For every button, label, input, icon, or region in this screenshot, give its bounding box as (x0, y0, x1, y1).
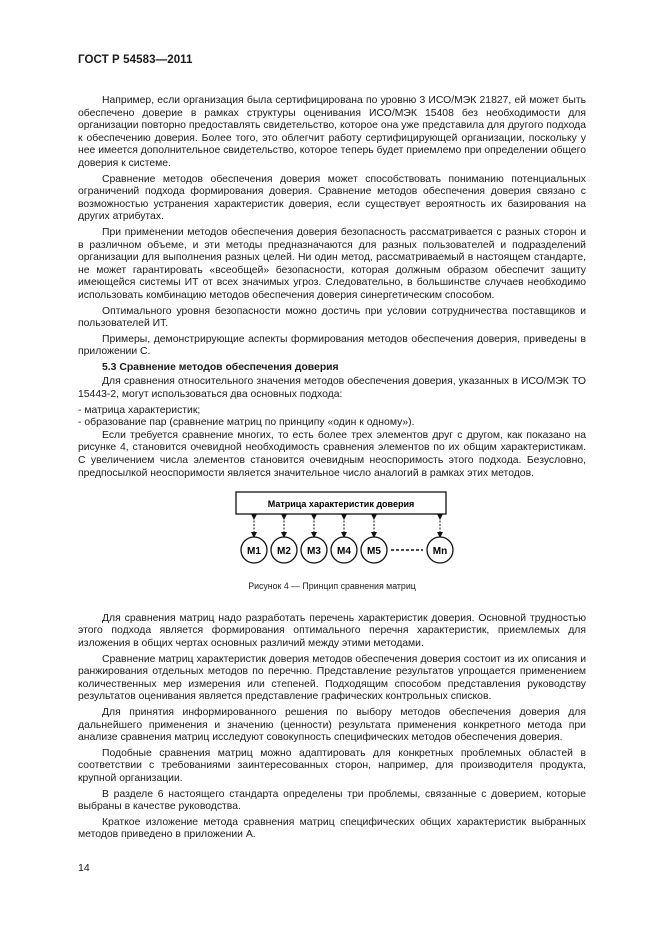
paragraph: При применении методов обеспечения доверия безопасность рассматривается с разных сторон и в различном объеме, и эти методы предназначаются для разных пользователей и подразделений организации для выполнения разных целей. Ни один метод, рассматриваемый в настоящем стандарте, не может гарантировать «всеобщей» безопасности, которая должным образом обеспечит защиту имеющейся системы ИТ от всех значимых угроз. Следовательно, в большинстве случаев необходимо использовать комбинацию методов обеспечения доверия синергетическим способом. (78, 226, 586, 301)
section-heading: 5.3 Сравнение методов обеспечения доверия (102, 361, 339, 373)
node-label: M1 (247, 546, 261, 558)
paragraph: Сравнение методов обеспечения доверия может способствовать пониманию потенциальных ограничений подхода формирования доверия. Сравнение методов обеспечения доверия связано с возможностью устранения характеристик доверия, если существует вероятность их базирования на других атрибутах. (78, 173, 586, 223)
paragraph: Подобные сравнения матриц можно адаптировать для конкретных проблемных областей в соответствии с требованиями заинтересованных сторон, например, для производителя продукта, крупной организации. (78, 747, 586, 784)
node-label: M4 (337, 546, 351, 558)
paragraph: Сравнение матриц характеристик доверия методов обеспечения доверия состоит из их описания и ранжирования отдельных методов по перечню. Представление результатов упрощается применением количественных мер измерения или степеней. Подходящим способом представления руководству результатов оценивания является представление графических контрольных списков. (78, 653, 586, 703)
node-m4 (331, 537, 357, 563)
node-label: Mn (432, 546, 448, 558)
paragraph: Краткое изложение метода сравнения матриц специфических общих характеристик выбранных методов приведено в приложении А. (78, 816, 586, 841)
paragraph: Например, если организация была сертифицирована по уровню 3 ИСО/МЭК 21827, ей может быть обеспечено доверие в рамках структуры оценивания ИСО/МЭК 15408 без необходимости для организации повторно предоставлять свидетельство, которое она уже представила для другого подхода к обеспечению доверия. Более того, это облегчит работу сертифицирующей организации, поскольку у нее имеется дополнительное свидетельство, которое теперь будет приемлемо при определении общего доверия к системе. (78, 95, 586, 169)
node-mn (427, 537, 453, 563)
paragraph: Оптимального уровня безопасности можно достичь при условии сотрудничества поставщиков и пользователей ИТ. (78, 305, 586, 330)
paragraph: В разделе 6 настоящего стандарта определены три проблемы, связанные с доверием, которые выбраны в качестве руководства. (78, 788, 586, 813)
list-item: - матрица характеристик; (78, 404, 201, 416)
standard-header: ГОСТ Р 54583—2011 (78, 54, 193, 66)
paragraph: Для принятия информированного решения по выбору методов обеспечения доверия для дальнейшего применения и значению (ценности) результата применения конкретного метода при анализе сравнения матриц исследуют совокупность специфических методов обеспечения доверия. (78, 706, 586, 744)
node-label: M3 (307, 546, 321, 558)
node-m3 (301, 537, 327, 563)
section-intro: Для сравнения относительного значения методов обеспечения доверия, указанных в ИСО/МЭК ТО 15443-2, могут использоваться два основных подхода: (78, 376, 586, 401)
page-number: 14 (78, 862, 90, 874)
body-text (78, 95, 586, 845)
node-m1 (241, 537, 267, 563)
figure-caption: Рисунок 4 — Принцип сравнения матриц (248, 581, 416, 592)
matrix-box-label: Матрица характеристик доверия (267, 499, 415, 510)
node-label: M5 (367, 546, 381, 558)
paragraph: Примеры, демонстрирующие аспекты формирования методов обеспечения доверия, приведены в приложении С. (78, 333, 586, 358)
node-m2 (271, 537, 297, 563)
figure-matrix-diagram (78, 490, 586, 572)
paragraph: Если требуется сравнение многих, то есть более трех элементов друг с другом, как показано на рисунке 4, становится очевидной необходимость сравнения элементов по их общим характеристикам. С увеличением числа элементов становится очевидным неоспоримость этого подхода. Безусловно, предпосылкой неоспоримости является значительное число аналогий в рамках этих методов. (78, 429, 586, 479)
paragraph: Для сравнения матриц надо разработать перечень характеристик доверия. Основной трудностью этого подхода является формирования оптимального перечня характеристик, приемлемых для изложения в общих чертах основных различий между этими методами. (78, 612, 586, 649)
node-m5 (361, 537, 387, 563)
node-label: M2 (277, 546, 291, 558)
list-item: - образование пар (сравнение матриц по принципу «один к одному»). (78, 417, 415, 429)
matrix-diagram-svg (78, 490, 586, 572)
